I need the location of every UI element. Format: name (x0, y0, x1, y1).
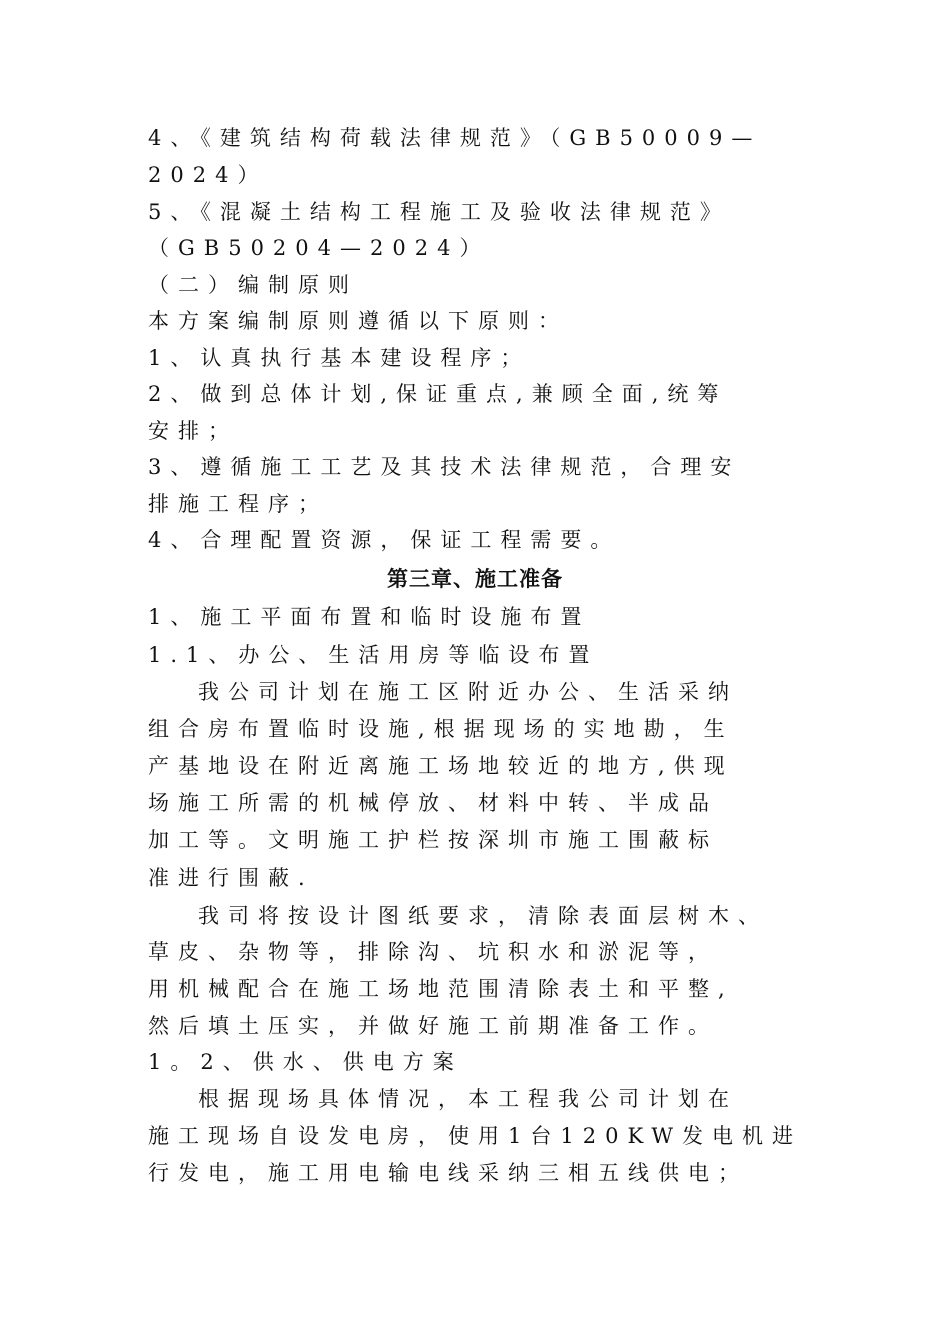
paragraph-line: 然后填土压实，并做好施工前期准备工作。 (148, 1014, 718, 1038)
text-line: 3、遵循施工工艺及其技术法律规范，合理安 (148, 455, 741, 479)
text-line: 4、《建筑结构荷载法律规范》（GB50009— (148, 126, 762, 150)
section-subtitle: （二）编制原则 (148, 273, 358, 297)
paragraph-line: 场施工所需的机械停放、材料中转、半成品 (148, 791, 718, 815)
text-line: 安排； (148, 419, 238, 443)
paragraph-line: 施工现场自设发电房，使用1台120KW发电机进 (148, 1124, 802, 1148)
paragraph-line: 草皮、杂物等，排除沟、坑积水和淤泥等， (148, 940, 718, 964)
paragraph-line: 准进行围蔽. (148, 866, 314, 890)
paragraph-line: 加工等。文明施工护栏按深圳市施工围蔽标 (148, 828, 718, 852)
text-line: 4、合理配置资源，保证工程需要。 (148, 528, 621, 552)
paragraph-line: 行发电，施工用电输电线采纳三相五线供电； (148, 1161, 748, 1185)
text-line: 2024） (148, 163, 268, 187)
chapter-heading: 第三章、施工准备 (387, 567, 563, 591)
text-line: 1、认真执行基本建设程序； (148, 346, 531, 370)
paragraph-line: 我司将按设计图纸要求，清除表面层树木、 (198, 904, 768, 928)
text-line: 本方案编制原则遵循以下原则： (148, 309, 568, 333)
section-title: 1、施工平面布置和临时设施布置 (148, 605, 591, 629)
section-title: 1.1、办公、生活用房等临设布置 (148, 643, 599, 667)
paragraph-line: 根据现场具体情况，本工程我公司计划在 (198, 1087, 738, 1111)
text-line: 2、做到总体计划,保证重点,兼顾全面,统筹 (148, 382, 728, 406)
section-title: 1。2、供水、供电方案 (148, 1050, 463, 1074)
text-line: （GB50204—2024） (148, 236, 490, 260)
paragraph-line: 用机械配合在施工场地范围清除表土和平整, (148, 977, 734, 1001)
paragraph-line: 产基地设在附近离施工场地较近的地方,供现 (148, 754, 734, 778)
text-line: 排施工程序； (148, 492, 328, 516)
text-line: 5、《混凝土结构工程施工及验收法律规范》 (148, 200, 730, 224)
paragraph-line: 我公司计划在施工区附近办公、生活采纳 (198, 680, 738, 704)
paragraph-line: 组合房布置临时设施,根据现场的实地勘，生 (148, 717, 734, 741)
